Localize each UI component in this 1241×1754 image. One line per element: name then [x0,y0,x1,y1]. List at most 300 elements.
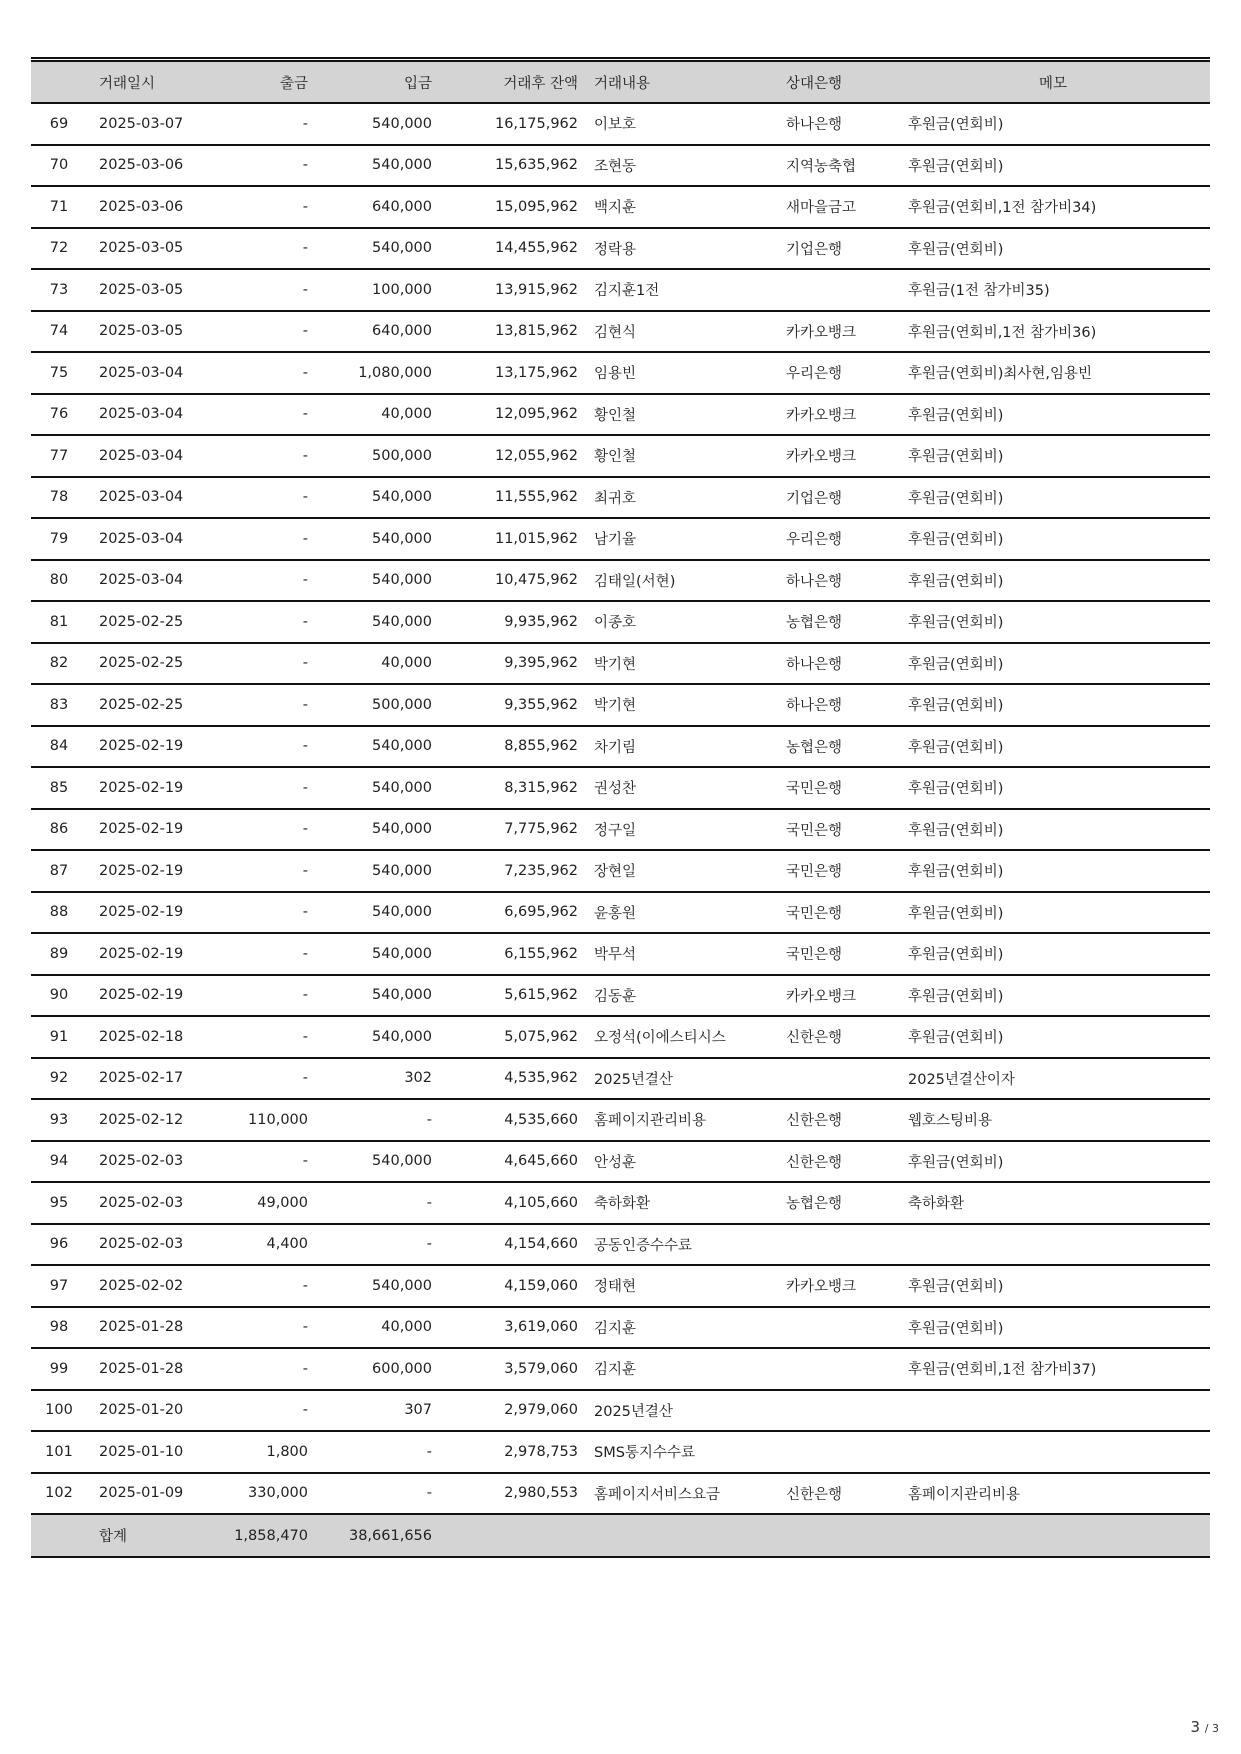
cell-no: 85 [31,767,87,809]
cell-deposit: 540,000 [308,477,432,519]
cell-description: 남기율 [578,518,770,560]
cell-withdrawal: 1,800 [203,1431,308,1473]
cell-deposit: 540,000 [308,975,432,1017]
cell-memo: 후원금(연회비) [896,643,1210,685]
cell-deposit: 600,000 [308,1348,432,1390]
cell-withdrawal: - [203,684,308,726]
cell-no: 97 [31,1265,87,1307]
cell-no: 70 [31,145,87,187]
cell-balance: 4,535,660 [432,1099,578,1141]
cell-date: 2025-01-28 [87,1307,203,1349]
cell-description: 김지훈 [578,1348,770,1390]
cell-balance: 2,978,753 [432,1431,578,1473]
cell-bank: 기업은행 [770,477,896,519]
cell-withdrawal: 49,000 [203,1182,308,1224]
cell-balance: 11,015,962 [432,518,578,560]
cell-date: 2025-03-06 [87,145,203,187]
cell-no: 102 [31,1473,87,1515]
table-row [31,975,1210,1017]
cell-description: 김태일(서현) [578,560,770,602]
cell-date: 2025-02-18 [87,1016,203,1058]
cell-deposit: 1,080,000 [308,352,432,394]
cell-balance: 8,855,962 [432,726,578,768]
cell-no: 96 [31,1224,87,1266]
header-date: 거래일시 [87,60,203,104]
table-row [31,643,1210,685]
cell-bank: 하나은행 [770,684,896,726]
cell-memo: 후원금(연회비) [896,892,1210,934]
cell-no: 82 [31,643,87,685]
table-row [31,435,1210,477]
cell-no: 87 [31,850,87,892]
cell-balance: 6,155,962 [432,933,578,975]
cell-description: SMS통지수수료 [578,1431,770,1473]
cell-no: 80 [31,560,87,602]
cell-balance: 15,635,962 [432,145,578,187]
table-body [31,103,1210,1514]
cell-description: 김현식 [578,311,770,353]
cell-description: 황인철 [578,394,770,436]
cell-bank: 하나은행 [770,560,896,602]
cell-date: 2025-02-03 [87,1141,203,1183]
cell-bank: 농협은행 [770,601,896,643]
cell-withdrawal: - [203,975,308,1017]
totals-deposit: 38,661,656 [308,1514,432,1557]
cell-description: 박기현 [578,643,770,685]
cell-deposit: 540,000 [308,726,432,768]
cell-withdrawal: 330,000 [203,1473,308,1515]
cell-deposit: 540,000 [308,228,432,270]
cell-bank [770,1058,896,1100]
cell-memo: 2025년결산이자 [896,1058,1210,1100]
cell-withdrawal: - [203,269,308,311]
cell-balance: 5,615,962 [432,975,578,1017]
cell-balance: 8,315,962 [432,767,578,809]
cell-deposit: 540,000 [308,1265,432,1307]
cell-withdrawal: - [203,767,308,809]
cell-balance: 13,815,962 [432,311,578,353]
cell-description: 백지훈 [578,186,770,228]
cell-memo: 후원금(연회비) [896,975,1210,1017]
cell-bank: 지역농축협 [770,145,896,187]
table-row [31,1473,1210,1515]
cell-no: 75 [31,352,87,394]
cell-memo [896,1390,1210,1432]
cell-memo: 후원금(연회비) [896,933,1210,975]
table-row [31,1016,1210,1058]
cell-memo: 후원금(연회비) [896,560,1210,602]
totals-row [31,1514,1210,1557]
cell-date: 2025-02-17 [87,1058,203,1100]
cell-description: 조현동 [578,145,770,187]
cell-date: 2025-03-04 [87,477,203,519]
cell-memo: 후원금(연회비,1전 참가비36) [896,311,1210,353]
cell-balance: 4,535,962 [432,1058,578,1100]
header-memo: 메모 [896,60,1210,104]
cell-no: 69 [31,103,87,145]
cell-bank [770,269,896,311]
cell-balance: 11,555,962 [432,477,578,519]
totals-empty-cell [432,1514,578,1557]
cell-date: 2025-03-04 [87,435,203,477]
cell-no: 83 [31,684,87,726]
cell-memo: 후원금(연회비) [896,228,1210,270]
cell-date: 2025-01-09 [87,1473,203,1515]
cell-date: 2025-02-03 [87,1182,203,1224]
cell-withdrawal: - [203,1058,308,1100]
cell-deposit: 540,000 [308,1016,432,1058]
table-row [31,1224,1210,1266]
table-row [31,892,1210,934]
cell-deposit: 540,000 [308,518,432,560]
cell-no: 93 [31,1099,87,1141]
cell-description: 차기림 [578,726,770,768]
cell-balance: 4,154,660 [432,1224,578,1266]
cell-description: 장현일 [578,850,770,892]
cell-balance: 2,980,553 [432,1473,578,1515]
cell-deposit: - [308,1099,432,1141]
cell-withdrawal: - [203,103,308,145]
cell-deposit: 640,000 [308,186,432,228]
cell-withdrawal: - [203,394,308,436]
cell-balance: 7,235,962 [432,850,578,892]
cell-date: 2025-01-20 [87,1390,203,1432]
totals-empty-cell [578,1514,770,1557]
cell-withdrawal: - [203,186,308,228]
cell-balance: 9,395,962 [432,643,578,685]
cell-date: 2025-02-25 [87,684,203,726]
cell-no: 100 [31,1390,87,1432]
table-row [31,1348,1210,1390]
cell-memo: 후원금(연회비) [896,601,1210,643]
cell-withdrawal: - [203,601,308,643]
cell-bank [770,1307,896,1349]
cell-no: 92 [31,1058,87,1100]
cell-memo: 후원금(연회비) [896,394,1210,436]
page-number [1190,1718,1219,1736]
header-description: 거래내용 [578,60,770,104]
cell-bank: 카카오뱅크 [770,975,896,1017]
cell-memo: 후원금(연회비) [896,518,1210,560]
cell-bank: 농협은행 [770,726,896,768]
cell-deposit: 500,000 [308,684,432,726]
cell-description: 정태현 [578,1265,770,1307]
cell-balance: 15,095,962 [432,186,578,228]
cell-withdrawal: - [203,1141,308,1183]
cell-balance: 13,175,962 [432,352,578,394]
cell-withdrawal: - [203,933,308,975]
cell-date: 2025-03-05 [87,228,203,270]
cell-memo: 후원금(연회비) [896,809,1210,851]
cell-deposit: 540,000 [308,850,432,892]
cell-withdrawal: - [203,311,308,353]
table-row [31,477,1210,519]
table-row [31,1307,1210,1349]
cell-deposit: - [308,1182,432,1224]
cell-memo [896,1431,1210,1473]
cell-description: 홈페이지관리비용 [578,1099,770,1141]
cell-deposit: 540,000 [308,1141,432,1183]
cell-withdrawal: - [203,1265,308,1307]
cell-withdrawal: - [203,228,308,270]
cell-balance: 7,775,962 [432,809,578,851]
cell-deposit: - [308,1473,432,1515]
cell-memo: 후원금(연회비,1전 참가비34) [896,186,1210,228]
cell-description: 정락용 [578,228,770,270]
cell-no: 81 [31,601,87,643]
cell-no: 94 [31,1141,87,1183]
cell-memo: 후원금(1전 참가비35) [896,269,1210,311]
cell-date: 2025-03-04 [87,394,203,436]
cell-balance: 12,055,962 [432,435,578,477]
header-balance: 거래후 잔액 [432,60,578,104]
header-bank: 상대은행 [770,60,896,104]
cell-bank [770,1224,896,1266]
cell-memo: 후원금(연회비) [896,1016,1210,1058]
cell-memo: 후원금(연회비) [896,103,1210,145]
table-row [31,311,1210,353]
cell-no: 73 [31,269,87,311]
table-row [31,850,1210,892]
cell-balance: 6,695,962 [432,892,578,934]
cell-deposit: 540,000 [308,892,432,934]
cell-deposit: 100,000 [308,269,432,311]
cell-description: 임용빈 [578,352,770,394]
cell-description: 황인철 [578,435,770,477]
cell-date: 2025-02-19 [87,850,203,892]
table-row [31,103,1210,145]
cell-withdrawal: - [203,435,308,477]
cell-description: 박기현 [578,684,770,726]
table-row [31,726,1210,768]
cell-date: 2025-02-19 [87,975,203,1017]
table-row [31,1141,1210,1183]
cell-bank: 국민은행 [770,767,896,809]
table-row [31,1265,1210,1307]
cell-balance: 10,475,962 [432,560,578,602]
cell-date: 2025-03-04 [87,560,203,602]
cell-description: 권성찬 [578,767,770,809]
cell-description: 2025년결산 [578,1390,770,1432]
cell-withdrawal: - [203,145,308,187]
totals-withdrawal: 1,858,470 [203,1514,308,1557]
cell-date: 2025-02-12 [87,1099,203,1141]
cell-bank: 신한은행 [770,1016,896,1058]
header-no [31,60,87,104]
cell-no: 84 [31,726,87,768]
table-row [31,186,1210,228]
cell-bank: 국민은행 [770,933,896,975]
cell-bank: 신한은행 [770,1099,896,1141]
cell-memo: 후원금(연회비) [896,145,1210,187]
cell-description: 오정석(이에스티시스 [578,1016,770,1058]
cell-bank: 국민은행 [770,850,896,892]
cell-date: 2025-03-05 [87,269,203,311]
cell-memo: 홈페이지관리비용 [896,1473,1210,1515]
cell-memo: 후원금(연회비) [896,850,1210,892]
cell-balance: 12,095,962 [432,394,578,436]
cell-memo: 후원금(연회비) [896,684,1210,726]
cell-memo: 후원금(연회비) [896,435,1210,477]
cell-withdrawal: - [203,1016,308,1058]
cell-no: 72 [31,228,87,270]
cell-bank: 카카오뱅크 [770,311,896,353]
table-row [31,560,1210,602]
cell-memo: 축하화환 [896,1182,1210,1224]
cell-balance: 13,915,962 [432,269,578,311]
table-row [31,269,1210,311]
cell-memo: 후원금(연회비) [896,1265,1210,1307]
cell-date: 2025-02-19 [87,892,203,934]
cell-deposit: 40,000 [308,1307,432,1349]
cell-no: 77 [31,435,87,477]
table-row [31,394,1210,436]
cell-description: 2025년결산 [578,1058,770,1100]
table-row [31,767,1210,809]
cell-date: 2025-02-25 [87,601,203,643]
cell-deposit: 540,000 [308,145,432,187]
cell-memo [896,1224,1210,1266]
page-total: / 3 [1204,1722,1219,1735]
cell-balance: 3,579,060 [432,1348,578,1390]
table-row [31,145,1210,187]
cell-no: 89 [31,933,87,975]
cell-deposit: - [308,1431,432,1473]
cell-date: 2025-01-10 [87,1431,203,1473]
table-row [31,1058,1210,1100]
totals-empty-cell [770,1514,896,1557]
cell-withdrawal: - [203,892,308,934]
cell-bank: 새마을금고 [770,186,896,228]
cell-balance: 2,979,060 [432,1390,578,1432]
cell-balance: 5,075,962 [432,1016,578,1058]
cell-bank: 신한은행 [770,1141,896,1183]
table-row [31,933,1210,975]
cell-date: 2025-02-02 [87,1265,203,1307]
cell-withdrawal: - [203,1390,308,1432]
cell-no: 79 [31,518,87,560]
cell-no: 86 [31,809,87,851]
cell-withdrawal: 4,400 [203,1224,308,1266]
cell-bank: 카카오뱅크 [770,435,896,477]
cell-bank [770,1431,896,1473]
cell-date: 2025-03-05 [87,311,203,353]
cell-bank: 국민은행 [770,809,896,851]
cell-description: 김지훈1전 [578,269,770,311]
cell-no: 78 [31,477,87,519]
cell-bank: 국민은행 [770,892,896,934]
table-row [31,809,1210,851]
transaction-table [31,57,1210,1558]
cell-withdrawal: - [203,643,308,685]
cell-no: 90 [31,975,87,1017]
cell-memo: 후원금(연회비,1전 참가비37) [896,1348,1210,1390]
cell-description: 이보호 [578,103,770,145]
cell-no: 91 [31,1016,87,1058]
table-row [31,518,1210,560]
cell-no: 99 [31,1348,87,1390]
cell-bank [770,1390,896,1432]
cell-balance: 4,645,660 [432,1141,578,1183]
cell-no: 101 [31,1431,87,1473]
cell-memo: 후원금(연회비) [896,767,1210,809]
cell-bank: 기업은행 [770,228,896,270]
header-withdrawal: 출금 [203,60,308,104]
cell-no: 76 [31,394,87,436]
cell-withdrawal: 110,000 [203,1099,308,1141]
cell-date: 2025-02-03 [87,1224,203,1266]
cell-no: 88 [31,892,87,934]
cell-date: 2025-03-04 [87,352,203,394]
cell-bank: 우리은행 [770,518,896,560]
cell-no: 71 [31,186,87,228]
cell-withdrawal: - [203,1307,308,1349]
cell-balance: 9,935,962 [432,601,578,643]
cell-bank: 카카오뱅크 [770,1265,896,1307]
cell-bank: 하나은행 [770,643,896,685]
cell-description: 홈페이지서비스요금 [578,1473,770,1515]
cell-memo: 후원금(연회비) [896,726,1210,768]
table-row [31,1099,1210,1141]
cell-deposit: 540,000 [308,601,432,643]
cell-deposit: 307 [308,1390,432,1432]
cell-memo: 후원금(연회비) [896,1141,1210,1183]
cell-description: 김지훈 [578,1307,770,1349]
cell-withdrawal: - [203,560,308,602]
cell-date: 2025-02-19 [87,809,203,851]
table-row [31,601,1210,643]
cell-deposit: 40,000 [308,394,432,436]
cell-deposit: 540,000 [308,933,432,975]
table-row [31,1182,1210,1224]
cell-date: 2025-02-25 [87,643,203,685]
cell-date: 2025-02-19 [87,767,203,809]
cell-date: 2025-03-07 [87,103,203,145]
cell-bank [770,1348,896,1390]
cell-bank: 농협은행 [770,1182,896,1224]
cell-bank: 하나은행 [770,103,896,145]
cell-date: 2025-02-19 [87,726,203,768]
cell-date: 2025-03-06 [87,186,203,228]
cell-bank: 신한은행 [770,1473,896,1515]
cell-description: 박무석 [578,933,770,975]
cell-withdrawal: - [203,477,308,519]
table-row [31,1431,1210,1473]
cell-bank: 우리은행 [770,352,896,394]
table-row [31,1390,1210,1432]
cell-withdrawal: - [203,518,308,560]
table-header-row [31,60,1210,104]
totals-empty-cell [896,1514,1210,1557]
cell-memo: 후원금(연회비) [896,477,1210,519]
cell-description: 최귀호 [578,477,770,519]
cell-deposit: 540,000 [308,767,432,809]
cell-withdrawal: - [203,850,308,892]
cell-deposit: 302 [308,1058,432,1100]
cell-withdrawal: - [203,1348,308,1390]
totals-label: 합계 [87,1514,203,1557]
cell-no: 95 [31,1182,87,1224]
cell-balance: 9,355,962 [432,684,578,726]
cell-description: 이종호 [578,601,770,643]
cell-description: 김동훈 [578,975,770,1017]
cell-date: 2025-01-28 [87,1348,203,1390]
cell-description: 공동인증수수료 [578,1224,770,1266]
cell-withdrawal: - [203,726,308,768]
cell-deposit: 540,000 [308,809,432,851]
cell-no: 98 [31,1307,87,1349]
cell-description: 윤홍원 [578,892,770,934]
